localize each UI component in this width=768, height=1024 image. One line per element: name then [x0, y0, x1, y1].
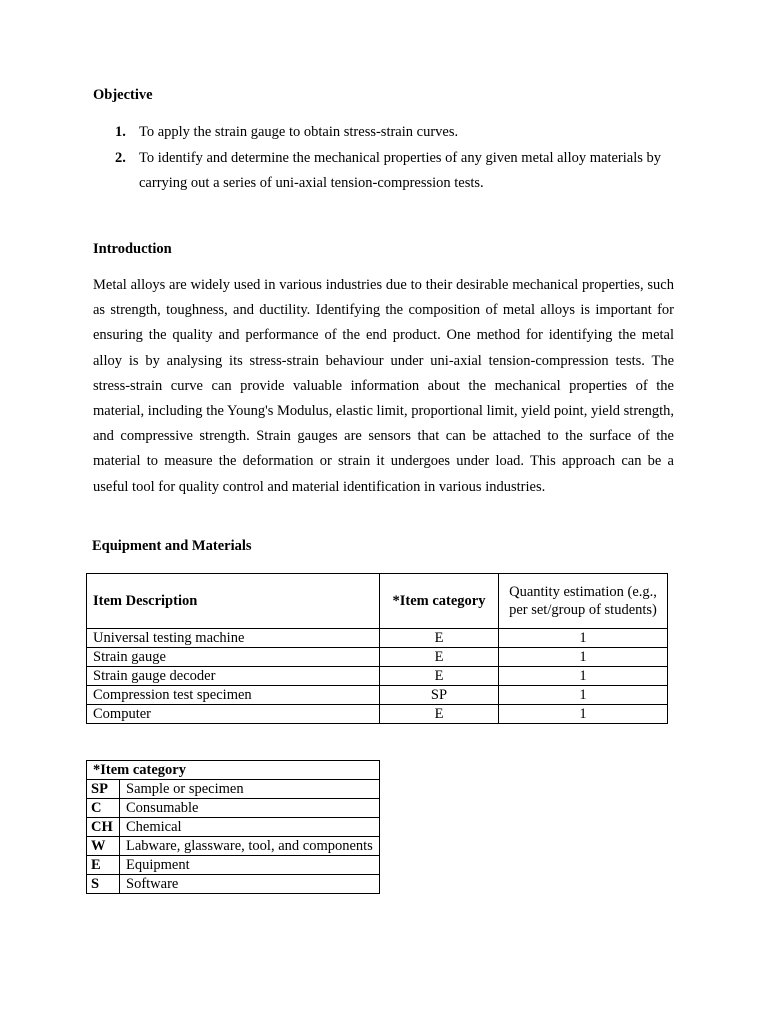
item-category-cell: E — [380, 667, 499, 686]
table-row — [87, 818, 380, 837]
equipment-header-row — [87, 574, 668, 629]
item-description-cell: Computer — [87, 705, 380, 724]
item-quantity-cell: 1 — [499, 705, 668, 724]
category-code-cell: S — [87, 875, 120, 894]
objective-item — [115, 146, 675, 196]
table-row — [87, 629, 668, 648]
introduction-paragraph: Metal alloys are widely used in various industries due to their desirable mechanical properties, such as strength, toughness, and ductility. Identifying the composition of metal alloys is important for ensuring the quality and performance of the end product. One method for identifying the metal alloy is by analysing its stress-strain behaviour under uni-axial tension-compression tests. The stress-strain curve can provide valuable information about the mechanical properties of the material, including the Young's Modulus, elastic limit, proportional limit, yield point, yield strength, and compressive strength. Strain gauges are sensors that can be attached to the surface of the material to measure the deformation or strain it undergoes under load. This approach can be a useful tool for quality control and material identification in various industries. — [93, 277, 674, 495]
category-label-cell: Equipment — [120, 856, 380, 875]
item-description-cell: Strain gauge decoder — [87, 667, 380, 686]
category-code-cell: W — [87, 837, 120, 856]
category-legend-heading: *Item category — [87, 761, 380, 780]
table-row — [87, 856, 380, 875]
item-description-cell: Universal testing machine — [87, 629, 380, 648]
table-row — [87, 667, 668, 686]
item-quantity-cell: 1 — [499, 686, 668, 705]
category-code-cell: CH — [87, 818, 120, 837]
objective-item-number: 1. — [115, 124, 126, 140]
category-legend-table — [86, 760, 380, 894]
category-label-cell: Sample or specimen — [120, 780, 380, 799]
column-header-category: *Item category — [380, 574, 499, 629]
item-description-cell: Strain gauge — [87, 648, 380, 667]
item-quantity-cell: 1 — [499, 648, 668, 667]
table-row — [87, 799, 380, 818]
item-quantity-cell: 1 — [499, 667, 668, 686]
objective-list — [115, 120, 675, 196]
objective-heading: Objective — [93, 87, 153, 103]
objective-item-number: 2. — [115, 150, 126, 166]
objective-item-text: To apply the strain gauge to obtain stress-strain curves. — [139, 124, 459, 140]
item-description-cell: Compression test specimen — [87, 686, 380, 705]
objective-item — [115, 120, 675, 145]
category-label-cell: Consumable — [120, 799, 380, 818]
item-category-cell: SP — [380, 686, 499, 705]
category-code-cell: C — [87, 799, 120, 818]
table-row — [87, 780, 380, 799]
introduction-heading: Introduction — [93, 241, 172, 257]
equipment-heading: Equipment and Materials — [92, 538, 252, 554]
category-label-cell: Labware, glassware, tool, and components — [120, 837, 380, 856]
table-row — [87, 837, 380, 856]
equipment-table — [86, 573, 668, 724]
item-category-cell: E — [380, 705, 499, 724]
category-code-cell: E — [87, 856, 120, 875]
category-label-cell: Chemical — [120, 818, 380, 837]
table-row — [87, 705, 668, 724]
category-code-cell: SP — [87, 780, 120, 799]
table-row — [87, 686, 668, 705]
category-header-row — [87, 761, 380, 780]
table-row — [87, 648, 668, 667]
item-category-cell: E — [380, 648, 499, 667]
table-row — [87, 875, 380, 894]
column-header-quantity: Quantity estimation (e.g., per set/group of students) — [499, 574, 668, 629]
item-category-cell: E — [380, 629, 499, 648]
objective-item-text: To identify and determine the mechanical properties of any given metal alloy materials by carrying out a series of uni-axial tension-compression tests. — [139, 150, 662, 191]
category-label-cell: Software — [120, 875, 380, 894]
column-header-description: Item Description — [87, 574, 380, 629]
item-quantity-cell: 1 — [499, 629, 668, 648]
